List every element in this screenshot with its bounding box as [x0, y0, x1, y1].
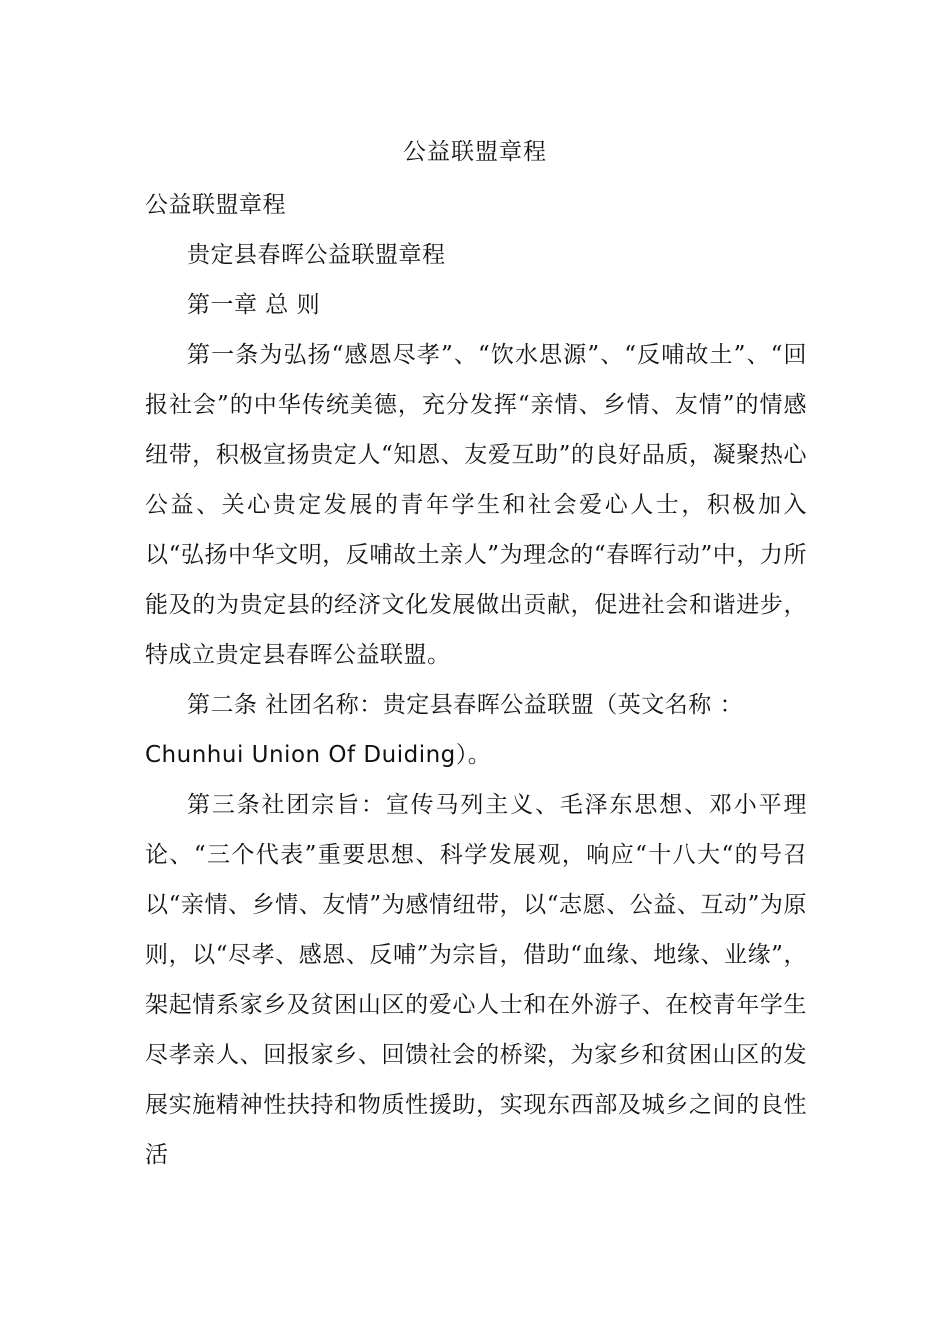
paragraph-chapter-heading: 第一章 总 则 [187, 292, 321, 318]
paragraph-article-2: 第二条 社团名称：贵定县春晖公益联盟（英文名称 ： [187, 692, 744, 718]
document-subtitle: 公益联盟章程 [145, 192, 286, 218]
document-body [145, 180, 807, 1180]
paragraph-article-3: 第三条社团宗旨：宣传马列主义、毛泽东思想、邓小平理论、“三个代表”重要思想、科学发展观，响应“十八大“的号召以“亲情、乡情、友情”为感情纽带，以“志愿、公益、互动”为原则，以“尽孝、感恩、反哺”为宗旨，借助“血缘、地缘、业缘”，架起情系家乡及贫困山区的爱心人士和在外游子、在校青年学生尽孝亲人、回报家乡、回馈社会的桥梁，为家乡和贫困山区的发展实施精神性扶持和物质性援助，实现东西部及城乡之间的良性活 [145, 792, 807, 1168]
document-title: 公益联盟章程 [403, 139, 547, 165]
paragraph-charter-name: 贵定县春晖公益联盟章程 [187, 242, 446, 268]
paragraph-article-1: 第一条为弘扬“感恩尽孝”、“饮水思源”、“反哺故土”、“回报社会”的中华传统美德，充分发挥“亲情、乡情、友情”的情感纽带，积极宣扬贵定人“知恩、友爱互助”的良好品质，凝聚热心公益、关心贵定发展的青年学生和社会爱心人士，积极加入以“弘扬中华文明，反哺故土亲人”为理念的“春晖行动”中，力所能及的为贵定县的经济文化发展做出贡献，促进社会和谐进步，特成立贵定县春晖公益联盟。 [145, 342, 807, 668]
paragraph-article-2-english-name: Chunhui Union Of Duiding）。 [145, 742, 492, 768]
